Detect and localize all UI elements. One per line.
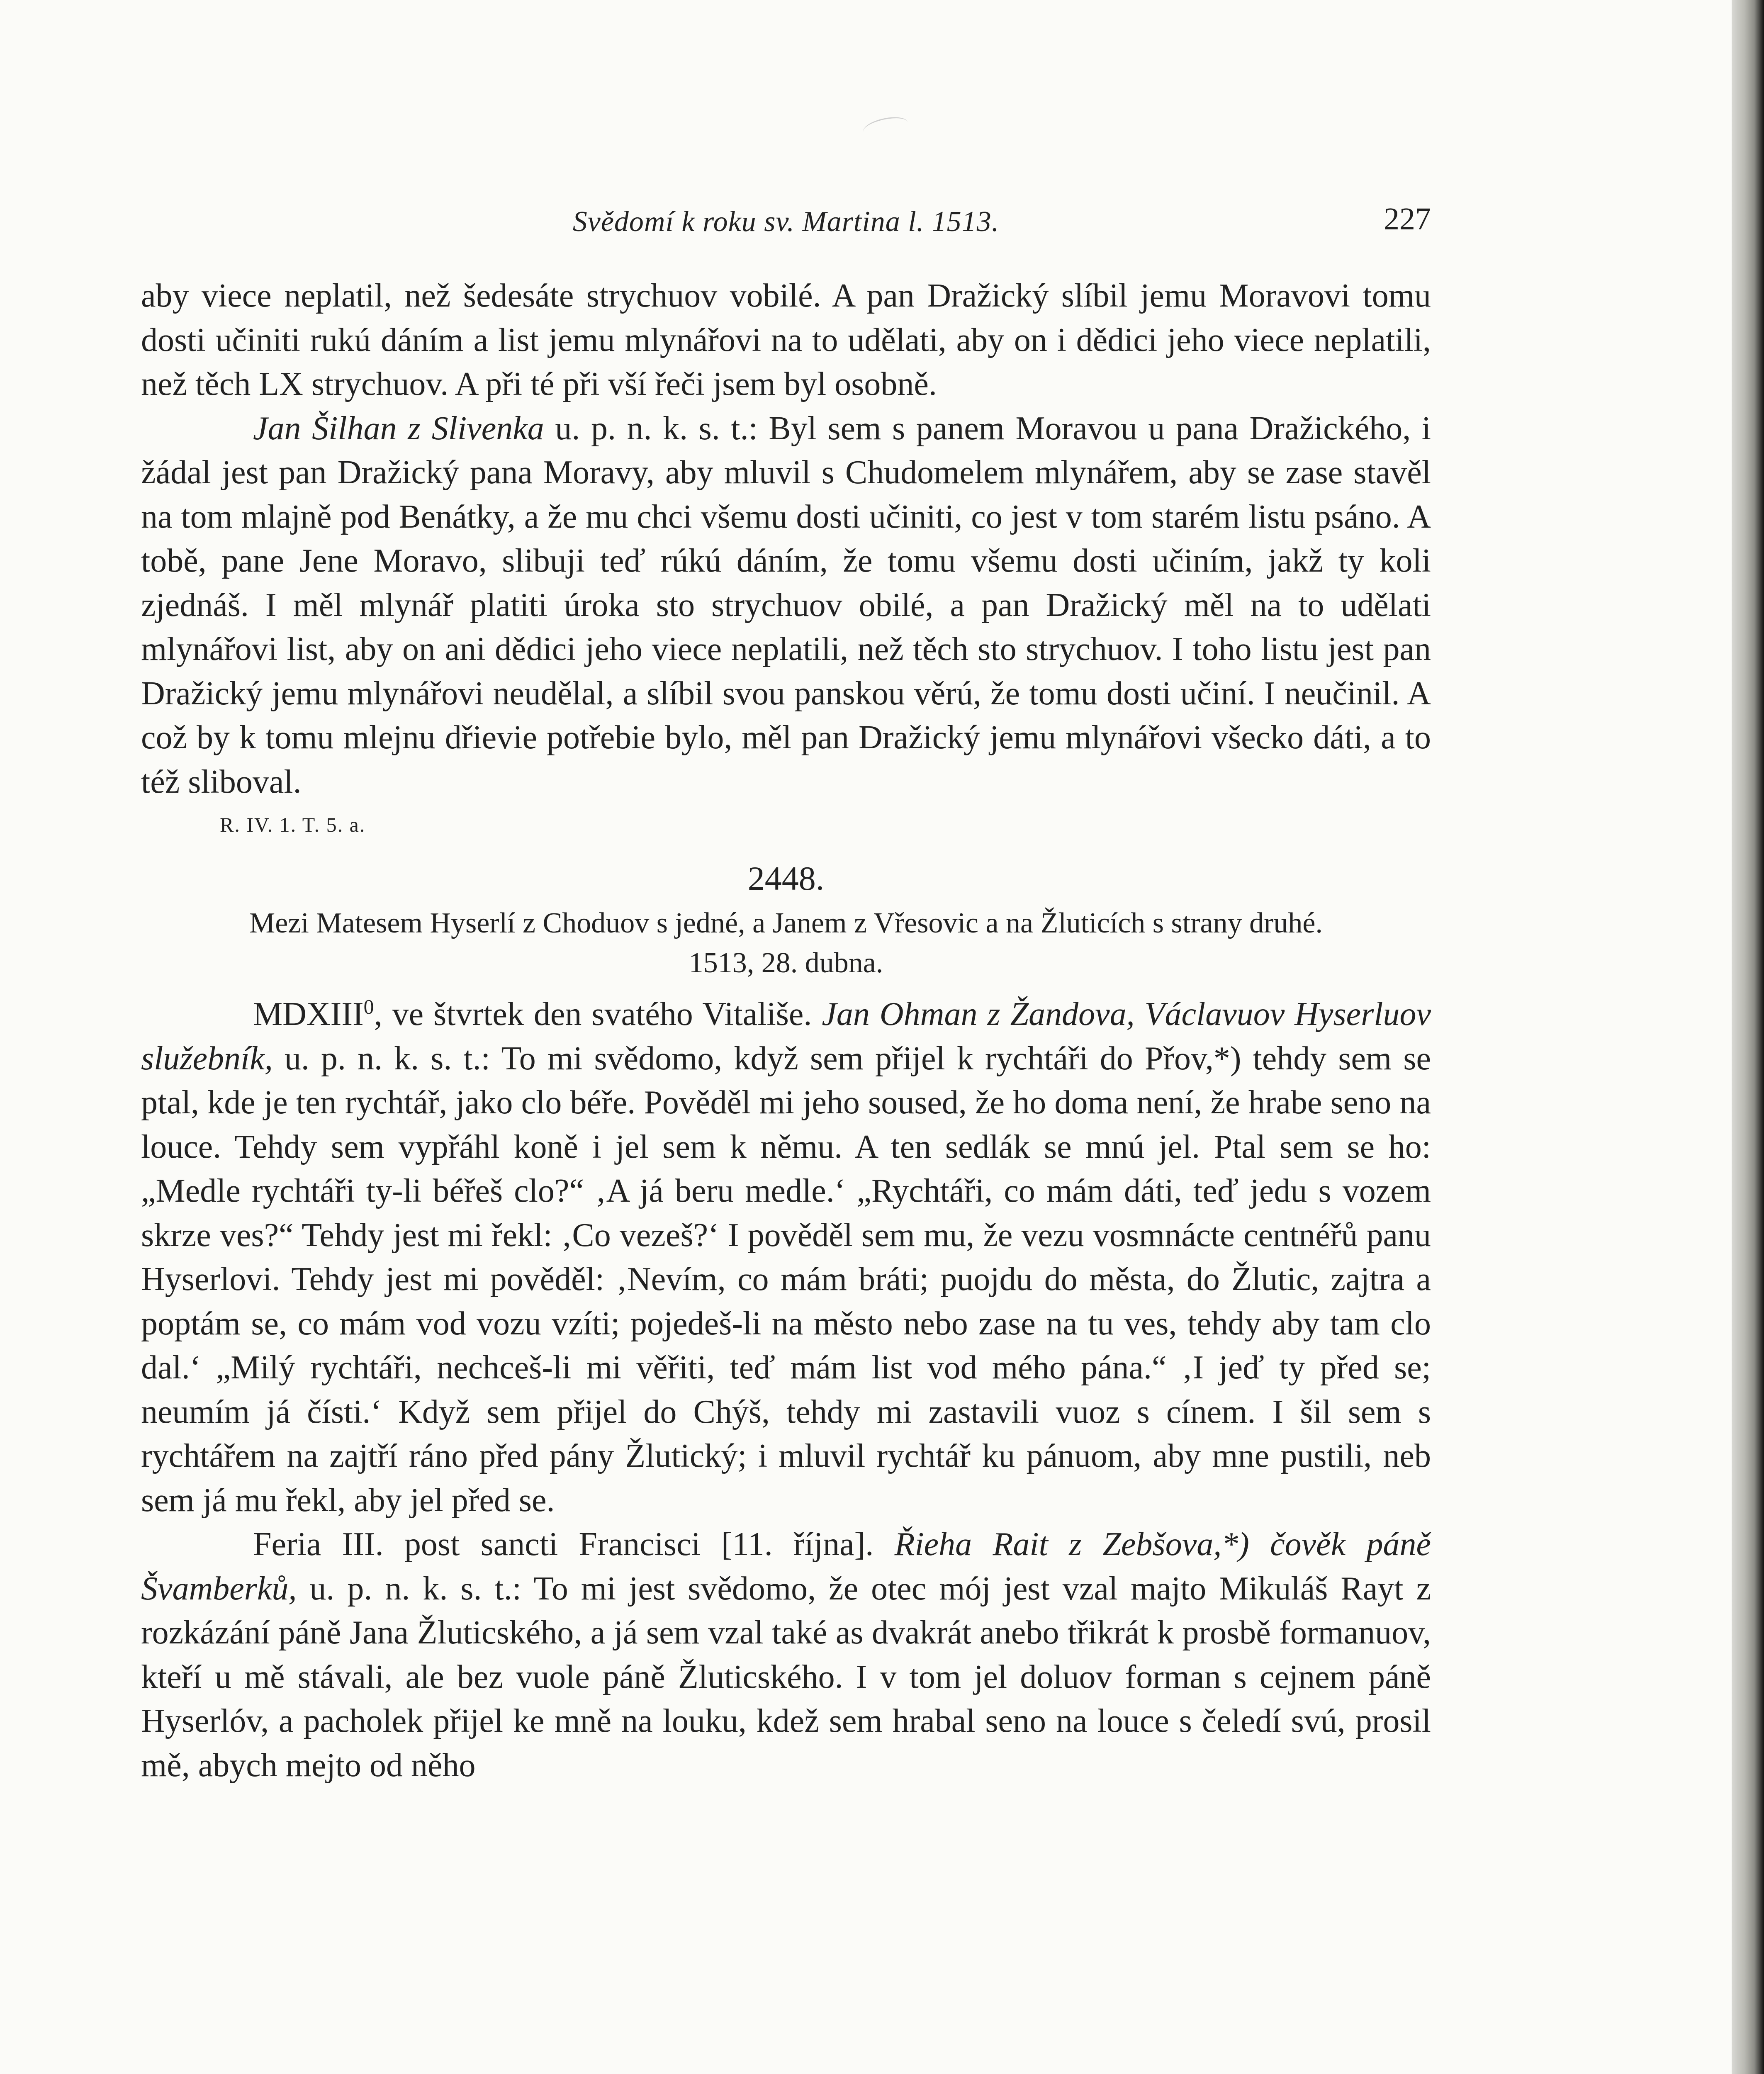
paragraph-ohman (141, 992, 1431, 1522)
paragraph-text: , ve štvrtek den svatého Vitališe. (374, 996, 822, 1032)
paragraph-text: u. p. n. k. s. t.: To mi jest svědomo, že otec mój jest vzal majto Mikuláš Rayt z rozkázání páně Jana Žluticského, a já sem vzal také as dvakrát anebo třikrát k prosbě formanuov, kteří u mě stávali, ale bez vuole páně Žluticského. I v tom jel doluov forman s cejnem páně Hyserlóv, a pacholek přijel ke mně na louku, kdež sem hrabal seno na louce s čeledí svú, prosil mě, abych mejto od něho (141, 1570, 1431, 1784)
page-header (141, 197, 1431, 247)
page-number: 227 (1384, 202, 1431, 236)
witness-name: Jan Ohman z Žandova, Václavuov Hyserluov služebník, (141, 996, 1431, 1077)
body-text (141, 274, 1431, 1787)
document-date: 1513, 28. dubna. (689, 947, 883, 979)
book-binding-edge (1732, 0, 1764, 2074)
witness-name: Jan Šilhan z Slivenka (253, 410, 544, 447)
paragraph-text: u. p. n. k. s. t.: To mi svědomo, když sem přijel k rychtáři do Přov,*) tehdy sem se ptal, kde je ten rychtář, jako clo béře. Pověděl mi jeho soused, že ho doma není, že hrabe seno na louce. Tehdy sem vypřáhl koně i jel sem k němu. A ten sedlák se mnú jel. Ptal sem se ho: „Medle rychtáři ty-li béřeš clo?“ ‚A já beru medle.‘ „Rychtáři, co mám dáti, teď jedu s vozem skrze ves?“ Tehdy jest mi řekl: ‚Co vezeš?‘ I pověděl sem mu, že vezu vosmnácte centnéřů panu Hyserlovi. Tehdy jest mi pověděl: ‚Nevím, co mám bráti; puojdu do města, do Žlutic, zajtra a poptám se, co mám vod vozu vzíti; pojedeš-li na město nebo zase na tu ves, tehdy aby tam clo dal.‘ „Milý rychtáři, nechceš-li mi věřiti, teď mám list vod mého pána.“ ‚I jeď ty před se; neumím já čísti.‘ Když sem přijel do Chýš, tehdy mi zastavili vuoz s cínem. I šil sem s rychtářem na zajtří ráno před pány Žlutický; i mluvil rychtář ku pánuom, aby mne pustili, neb sem já mu řekl, aby jel před se. (141, 1040, 1431, 1519)
superscript: 0 (363, 995, 374, 1018)
document-number: 2448. (747, 859, 825, 897)
running-title: Svědomí k roku sv. Martina l. 1513. (572, 206, 1000, 238)
paragraph-rait (141, 1522, 1431, 1787)
date-roman: MDXIII (253, 996, 364, 1032)
paragraph-continuation: aby viece neplatil, než šedesáte strychuov vobilé. A pan Dražický slíbil jemu Moravovi tomu dosti učiniti rukú dáním a list jemu mlynářovi na to udělati, aby on i dědici jeho viece neplatili, než těch LX strychuov. A při té při vší řeči jsem byl osobně. (141, 278, 1431, 402)
paragraph-silhan (141, 407, 1431, 804)
archive-reference: R. IV. 1. T. 5. a. (220, 813, 366, 836)
paragraph-text: u. p. n. k. s. t.: Byl sem s panem Moravou u pana Dražického, i žádal jest pan Dražický pana Moravy, aby mluvil s Chudomelem mlynářem, aby se zase stavěl na tom mlajně pod Benátky, a že mu chci všemu dosti učiniti, co jest v tom starém listu psáno. A tobě, pane Jene Moravo, slibuji teď rúkú dáním, že tomu všemu dosti učiním, jakž ty koli zjednáš. I měl mlynář platiti úroka sto strychuov obilé, a pan Dražický měl na to udělati mlynářovi list, aby on ani dědici jeho viece neplatili, než těch sto strychuov. I toho listu jest pan Dražický jemu mlynářovi neudělal, a slíbil svou panskou věrú, že tomu dosti učiní. I neučinil. A což by k tomu mlejnu dřievie potřebie bylo, měl pan Dražický jemu mlynářovi všecko dáti, a to též sliboval. (141, 410, 1431, 800)
witness-name: Řieha Rait z Zebšova,*) čověk páně Švamberků, (141, 1526, 1431, 1607)
paragraph-text: Feria III. post sancti Francisci [11. října]. (253, 1526, 895, 1563)
document-heading: Mezi Matesem Hyserlí z Choduov s jedné, a Janem z Vřesovic a na Žluticích s strany druhé. (249, 907, 1323, 939)
pencil-mark (861, 114, 910, 141)
